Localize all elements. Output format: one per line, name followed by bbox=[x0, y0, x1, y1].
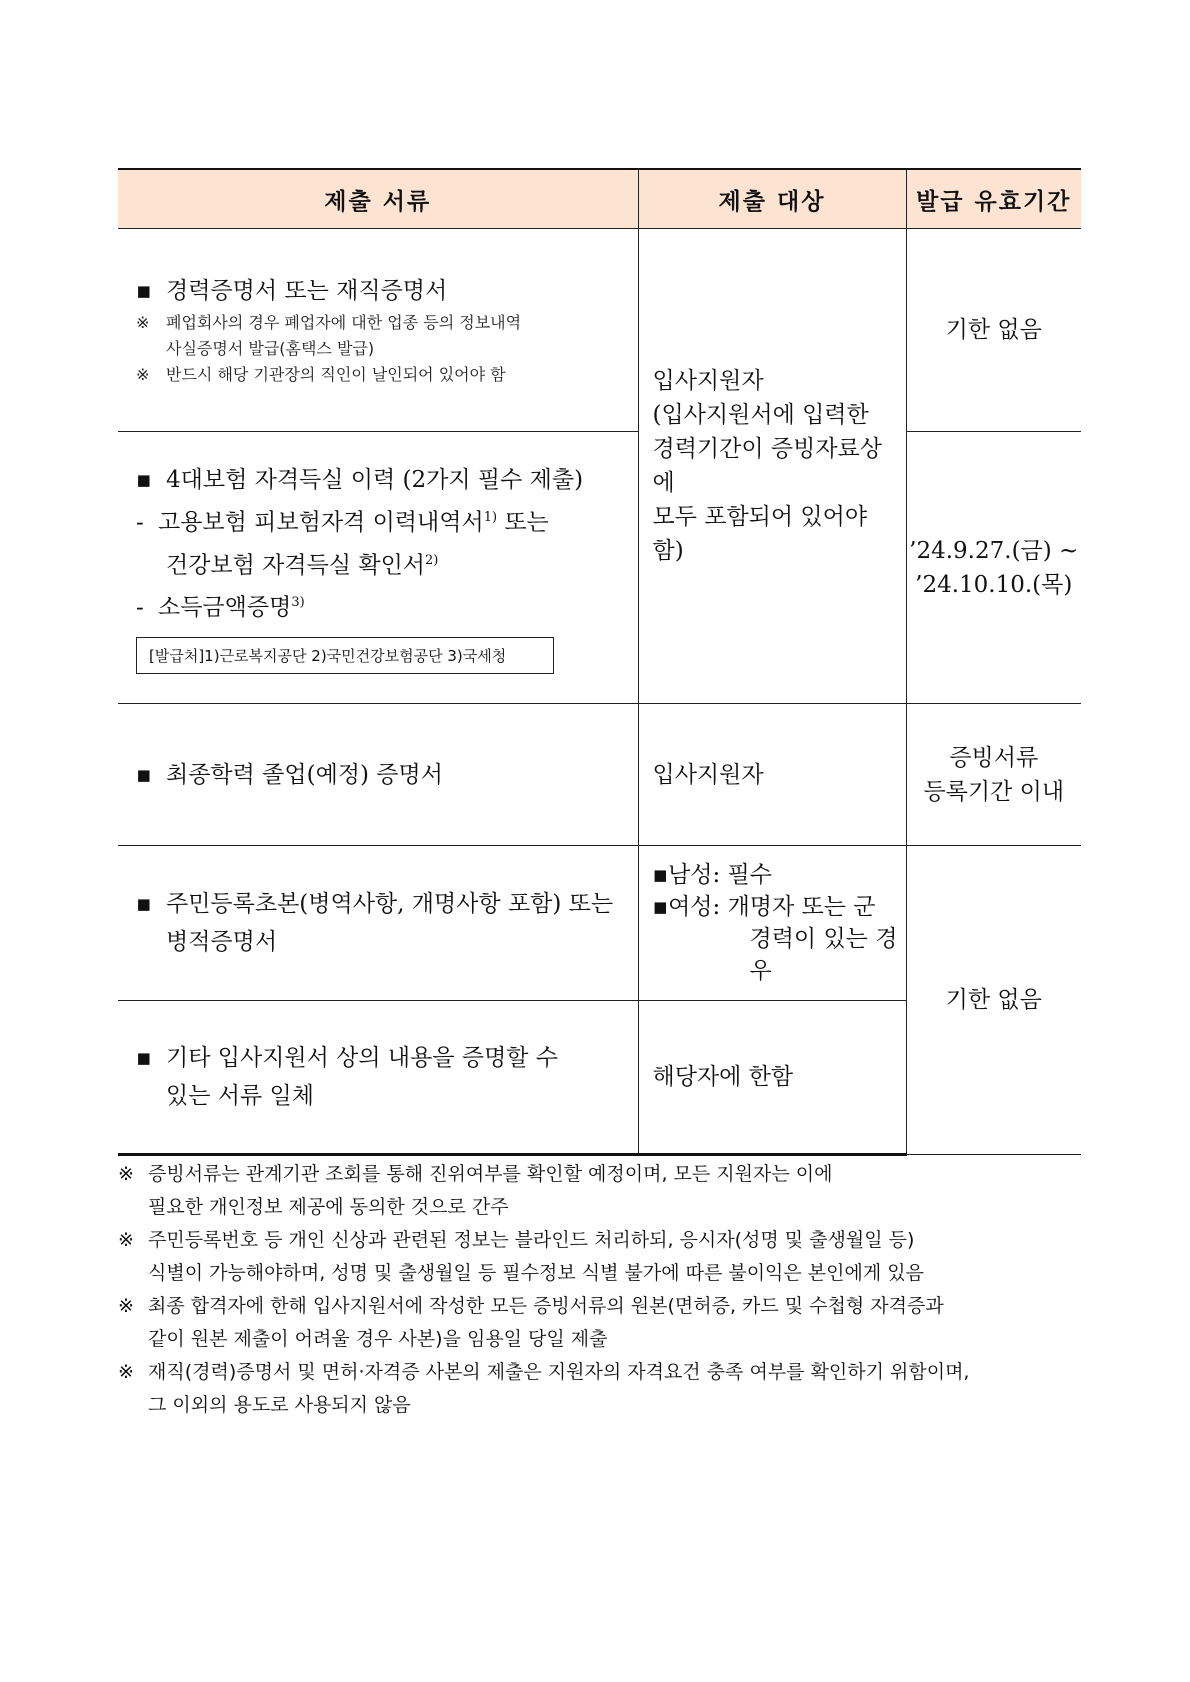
row1-validity: 기한 없음 bbox=[906, 229, 1081, 432]
table-row bbox=[118, 846, 1081, 1001]
bullet-icon: ▪ bbox=[136, 761, 152, 788]
footnote-4-line2: 그 이외의 용도로 사용되지 않음 bbox=[148, 1394, 411, 1416]
row1-doc-cell bbox=[118, 229, 638, 432]
footnote-3-line2: 같이 원본 제출이 어려울 경우 사본)을 임용일 당일 제출 bbox=[148, 1328, 608, 1350]
footnote-3 bbox=[118, 1290, 1081, 1356]
footnote-1-line2: 필요한 개인정보 제공에 동의한 것으로 간주 bbox=[148, 1196, 509, 1218]
footnote-4-line1: 재직(경력)증명서 및 면허·자격증 사본의 제출은 지원자의 자격요건 충족 여부를 확인하기 위함이며, bbox=[148, 1361, 970, 1383]
header-documents: 제출 서류 bbox=[118, 169, 638, 229]
note-mark-icon: ※ bbox=[118, 1163, 134, 1185]
note-mark-icon: ※ bbox=[118, 1295, 134, 1317]
note-mark-icon: ※ bbox=[136, 365, 150, 384]
row4-target-female: ▪여성: 개명자 또는 군 bbox=[652, 894, 876, 920]
row1-note-2: 반드시 해당 기관장의 직인이 날인되어 있어야 함 bbox=[166, 365, 506, 384]
table-row bbox=[118, 229, 1081, 432]
dash-icon: - bbox=[136, 509, 144, 536]
bullet-icon: ▪ bbox=[136, 278, 152, 304]
row2-sub1-tail: 또는 bbox=[497, 509, 549, 536]
dash-icon: - bbox=[136, 594, 144, 621]
row3-validity-line2: 등록기간 이내 bbox=[923, 778, 1065, 805]
row5-doc-line2: 있는 서류 일체 bbox=[166, 1083, 314, 1109]
row12-target-line4: 모두 포함되어 있어야 함) bbox=[652, 504, 868, 564]
row1-doc: 경력증명서 또는 재직증명서 bbox=[166, 278, 448, 304]
row3-validity-cell bbox=[906, 704, 1081, 846]
bullet-icon: ▪ bbox=[136, 891, 152, 917]
row1-note-1: 폐업회사의 경우 폐업자에 대한 업종 등의 정보내역 bbox=[166, 313, 522, 332]
row2-validity-line1: ’24.9.27.(금) ~ bbox=[909, 537, 1079, 564]
footnote-2-line1: 주민등록번호 등 개인 신상과 관련된 정보는 블라인드 처리하되, 응시자(성명 및 출생월일 등) bbox=[148, 1229, 915, 1251]
row4-target-cell bbox=[638, 846, 906, 1001]
row2-sup2: 2) bbox=[425, 552, 439, 568]
row5-doc-cell bbox=[118, 1001, 638, 1155]
footnote-2 bbox=[118, 1224, 1081, 1290]
issuer-box: [발급처]1)근로복지공단 2)국민건강보험공단 3)국세청 bbox=[136, 637, 554, 674]
required-documents-table bbox=[118, 168, 1081, 1156]
row2-sup1: 1) bbox=[483, 510, 498, 526]
row12-target-cell bbox=[638, 229, 906, 704]
row45-validity: 기한 없음 bbox=[906, 846, 1081, 1155]
row1-note-1-cont: 사실증명서 발급(홈택스 발급) bbox=[166, 339, 375, 358]
row4-target-male: ▪남성: 필수 bbox=[652, 862, 773, 888]
footnote-2-line2: 식별이 가능해야하며, 성명 및 출생월일 등 필수정보 식별 불가에 따른 불이익은 본인에게 있음 bbox=[148, 1262, 924, 1284]
footnotes bbox=[118, 1158, 1081, 1422]
footnote-4 bbox=[118, 1356, 1081, 1422]
row2-sub1-cont: 건강보험 자격득실 확인서 bbox=[166, 552, 426, 579]
row3-validity-line1: 증빙서류 bbox=[949, 744, 1039, 771]
table-row bbox=[118, 704, 1081, 846]
row2-sup3: 3) bbox=[291, 595, 305, 611]
row2-validity-cell bbox=[906, 432, 1081, 704]
header-target: 제출 대상 bbox=[638, 169, 906, 229]
row4-doc-line2: 병적증명서 bbox=[166, 929, 278, 955]
row12-target-line1: 입사지원자 bbox=[652, 368, 764, 394]
row3-doc-cell bbox=[118, 704, 638, 846]
bullet-icon: ▪ bbox=[136, 467, 152, 494]
row2-sub1: 고용보험 피보험자격 이력내역서 bbox=[158, 509, 484, 536]
note-mark-icon: ※ bbox=[136, 313, 150, 332]
row2-validity-line2: ’24.10.10.(목) bbox=[915, 571, 1073, 598]
row12-target-line3: 경력기간이 증빙자료상에 bbox=[652, 436, 882, 496]
row5-target: 해당자에 한함 bbox=[638, 1001, 906, 1155]
row2-doc-cell bbox=[118, 432, 638, 704]
row2-sub2: 소득금액증명 bbox=[158, 594, 292, 621]
row4-target-female-cont: 경력이 있는 경우 bbox=[749, 926, 898, 984]
row4-doc-line1: 주민등록초본(병역사항, 개명사항 포함) 또는 bbox=[166, 891, 614, 917]
table-header-row bbox=[118, 169, 1081, 229]
row12-target-line2: (입사지원서에 입력한 bbox=[652, 402, 869, 428]
row2-doc: 4대보험 자격득실 이력 (2가지 필수 제출) bbox=[166, 467, 584, 494]
row3-doc: 최종학력 졸업(예정) 증명서 bbox=[166, 761, 443, 788]
footnote-3-line1: 최종 합격자에 한해 입사지원서에 작성한 모든 증빙서류의 원본(면허증, 카드 및 수첩형 자격증과 bbox=[148, 1295, 944, 1317]
footnote-1 bbox=[118, 1158, 1081, 1224]
row4-doc-cell bbox=[118, 846, 638, 1001]
note-mark-icon: ※ bbox=[118, 1229, 134, 1251]
row3-target: 입사지원자 bbox=[638, 704, 906, 846]
bullet-icon: ▪ bbox=[136, 1045, 152, 1071]
footnote-1-line1: 증빙서류는 관계기관 조회를 통해 진위여부를 확인할 예정이며, 모든 지원자는 이에 bbox=[148, 1163, 833, 1185]
header-validity: 발급 유효기간 bbox=[906, 169, 1081, 229]
note-mark-icon: ※ bbox=[118, 1361, 134, 1383]
row5-doc-line1: 기타 입사지원서 상의 내용을 증명할 수 bbox=[166, 1045, 559, 1071]
table-row bbox=[118, 432, 1081, 704]
